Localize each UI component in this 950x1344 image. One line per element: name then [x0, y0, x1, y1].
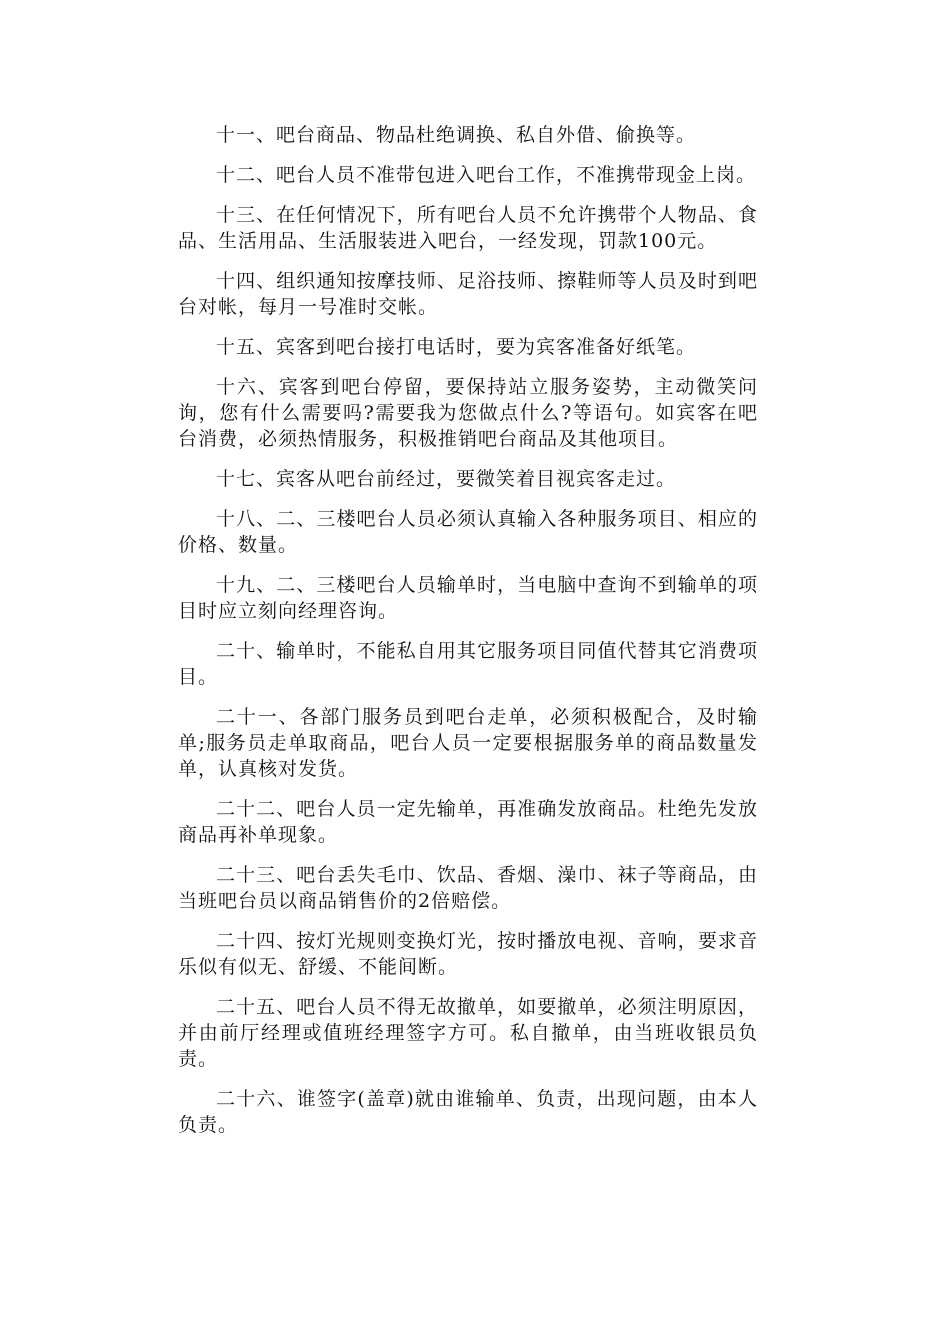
paragraph-25: 二十五、吧台人员不得无故撤单，如要撤单，必须注明原因，并由前厅经理或值班经理签字方可。私自撤单，由当班收银员负责。	[178, 996, 758, 1070]
paragraph-11: 十一、吧台商品、物品杜绝调换、私自外借、偷换等。	[216, 124, 697, 146]
paragraph-17: 十七、宾客从吧台前经过，要微笑着目视宾客走过。	[216, 468, 677, 490]
paragraph-22: 二十二、吧台人员一定先输单，再准确发放商品。杜绝先发放商品再补单现象。	[178, 798, 758, 846]
paragraph-18: 十八、二、三楼吧台人员必须认真输入各种服务项目、相应的价格、数量。	[178, 508, 758, 556]
paragraph-16: 十六、宾客到吧台停留，要保持站立服务姿势，主动微笑问询，您有什么需要吗?需要我为您做点什么?等语句。如宾客在吧台消费，必须热情服务，积极推销吧台商品及其他项目。	[178, 376, 758, 450]
paragraph-19: 十九、二、三楼吧台人员输单时，当电脑中查询不到输单的项目时应立刻向经理咨询。	[178, 574, 758, 622]
document-body	[178, 122, 758, 1152]
paragraph-24: 二十四、按灯光规则变换灯光，按时播放电视、音响，要求音乐似有似无、舒缓、不能间断。	[178, 930, 758, 978]
paragraph-23: 二十三、吧台丢失毛巾、饮品、香烟、澡巾、袜子等商品，由当班吧台员以商品销售价的2倍赔偿。	[178, 864, 758, 912]
paragraph-12: 十二、吧台人员不准带包进入吧台工作，不准携带现金上岗。	[216, 164, 757, 186]
paragraph-21: 二十一、各部门服务员到吧台走单，必须积极配合，及时输单;服务员走单取商品，吧台人员一定要根据服务单的商品数量发单，认真核对发货。	[178, 706, 758, 780]
paragraph-13: 十三、在任何情况下，所有吧台人员不允许携带个人物品、食品、生活用品、生活服装进入吧台，一经发现，罚款100元。	[178, 204, 758, 252]
paragraph-26: 二十六、谁签字(盖章)就由谁输单、负责，出现问题，由本人负责。	[178, 1088, 758, 1136]
paragraph-20: 二十、输单时，不能私自用其它服务项目同值代替其它消费项目。	[178, 640, 758, 688]
paragraph-14: 十四、组织通知按摩技师、足浴技师、擦鞋师等人员及时到吧台对帐，每月一号准时交帐。	[178, 270, 758, 318]
paragraph-15: 十五、宾客到吧台接打电话时，要为宾客准备好纸笔。	[216, 336, 697, 358]
